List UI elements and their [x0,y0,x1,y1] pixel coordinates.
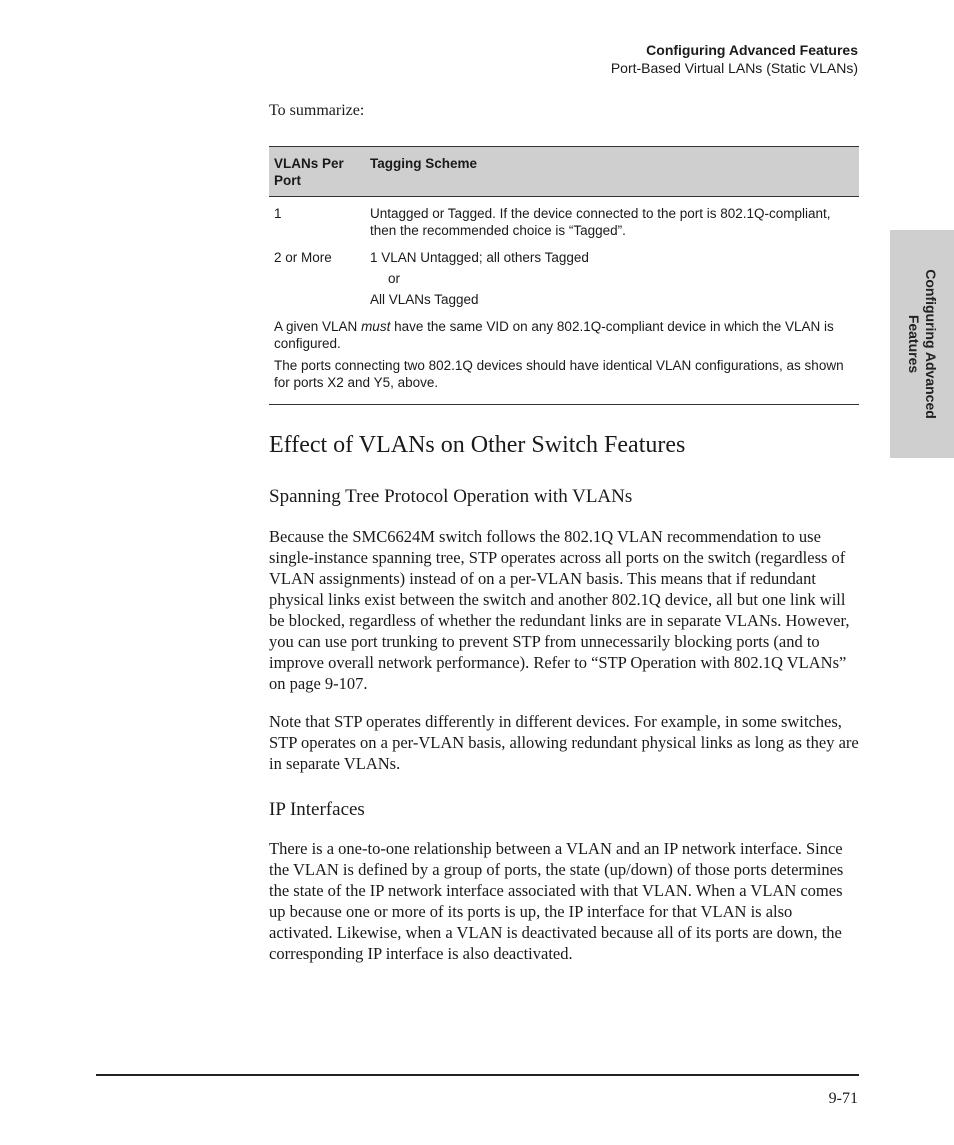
header-section: Port-Based Virtual LANs (Static VLANs) [610,60,858,76]
intro-text: To summarize: [269,102,365,119]
table-header-row [269,147,859,197]
stp-paragraph-2: Note that STP operates differently in different devices. For example, in some switches, STP operates on a per-VLAN basis, allowing redundant physical links as long as they are in separate VLANs. [269,712,859,773]
table-header-vlans-per-port: VLANs Per Port [269,147,365,197]
note-text: have the same VID on any 802.1Q-compliant device in which the VLAN is configured. [274,319,834,351]
table-note-1 [274,318,854,352]
row-scheme: Untagged or Tagged. If the device connected to the port is 802.1Q-compliant, then the recommended choice is “Tagged”. [365,197,859,244]
scheme-line-1: 1 VLAN Untagged; all others Tagged [370,250,589,265]
ip-subsection-title: IP Interfaces [269,799,365,820]
row-count: 2 or More [274,250,332,265]
table-row [269,197,859,244]
table-note-2: The ports connecting two 802.1Q devices should have identical VLAN configurations, as shown for ports X2 and Y5, above. [274,358,844,390]
table-row [269,243,859,312]
stp-subsection-title: Spanning Tree Protocol Operation with VLANs [269,486,633,507]
scheme-line-2: All VLANs Tagged [370,292,479,307]
scheme-or: or [388,271,401,286]
stp-paragraph-1: Because the SMC6624M switch follows the 802.1Q VLAN recommendation to use single-instance spanning tree, STP operates across all ports on the switch (regardless of VLAN assignments) instead of on a per-VLAN basis. This means that if redundant physical links exist between the switch and another 802.1Q device, all but one link will be blocked, regardless of whether the redundant links are in separate VLANs. However, you can use port trunking to prevent STP from unnecessarily blocking ports (and to improve overall network performance). Refer to “STP Operation with 802.1Q VLANs” on page 9-107. [269,527,850,693]
summary-table [269,146,859,405]
table-note-row [269,312,859,405]
row-count: 1 [269,197,365,244]
footer-rule [96,1074,859,1076]
side-tab-label: Configuring Advanced Features [906,269,939,419]
note-emphasis: must [361,319,391,334]
note-text: A given VLAN [274,319,362,334]
row-scheme [365,243,859,312]
chapter-side-tab [890,230,954,458]
table-notes [269,312,859,405]
running-header [611,41,858,77]
ip-paragraph: There is a one-to-one relationship between a VLAN and an IP network interface. Since the VLAN is defined by a group of ports, the state (up/down) of those ports determines the state of the IP network interface associated with that VLAN. When a VLAN comes up because one or more of its ports is up, the IP interface for that VLAN is also activated. Likewise, when a VLAN is deactivated because all of its ports are down, the corresponding IP interface is also deactivated. [269,839,844,963]
page-number: 9-71 [828,1090,858,1107]
table-header-tagging-scheme: Tagging Scheme [365,147,859,197]
header-chapter: Configuring Advanced Features [646,42,858,58]
section-title: Effect of VLANs on Other Switch Features [269,432,686,458]
